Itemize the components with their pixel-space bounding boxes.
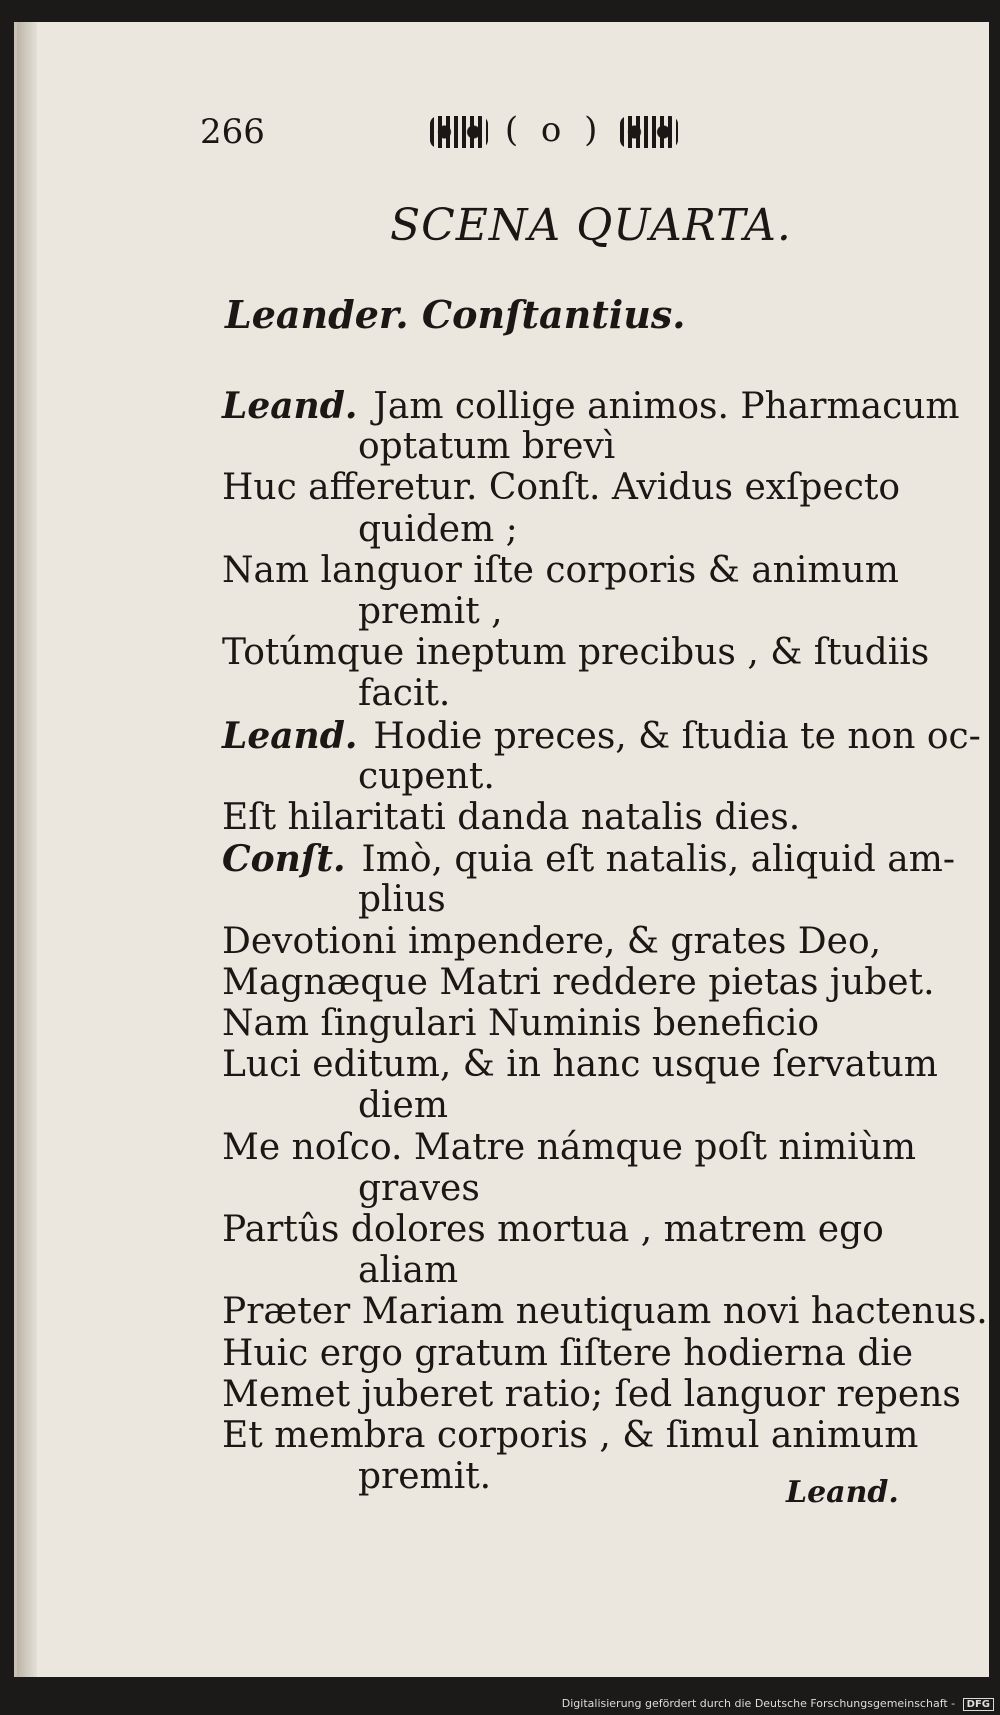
verse-text: Totúmque ineptum precibus , & ſtudiis — [222, 632, 930, 674]
verse-text: Hodie preces, & ſtudia te non oc- — [373, 715, 981, 757]
verse-line — [222, 550, 899, 591]
verse-text: Et membra corporis , & ſimul animum — [222, 1415, 919, 1456]
verse-text: plius — [358, 879, 446, 921]
speaker-label: Leand. — [222, 714, 358, 757]
verse-text: Huic ergo gratum ſiſtere hodierna die — [222, 1332, 914, 1374]
verse-text: premit. — [358, 1456, 492, 1498]
character-list: Leander. Conſtantius. — [225, 292, 686, 337]
digitization-credit — [562, 1697, 994, 1711]
verse-line — [222, 838, 955, 880]
page-gutter — [17, 22, 37, 1677]
verse-text: Nam languor iſte corporis & animum — [222, 549, 899, 591]
verse-text: quidem ; — [358, 508, 518, 550]
catchword: Leand. — [786, 1475, 899, 1510]
verse-text: Imò, quia eſt natalis, aliquid am- — [361, 839, 956, 881]
verse-text: aliam — [358, 1250, 459, 1292]
verse-text: Eſt hilaritati danda natalis dies. — [222, 797, 801, 838]
verse-text: Memet juberet ratio; ſed languor repens — [222, 1373, 961, 1415]
verse-text: Luci editum, & in hanc usque ſervatum — [222, 1044, 938, 1086]
verse-line — [222, 1127, 916, 1168]
verse-text: Devotioni impendere, & grates Deo, — [222, 920, 882, 962]
verse-line — [358, 426, 615, 467]
verse-line — [358, 1250, 458, 1291]
speaker-label: Conſt. — [222, 838, 346, 881]
verse-line — [358, 756, 495, 797]
ornament-center: ( o ) — [504, 110, 604, 150]
verse-line — [222, 632, 929, 673]
verse-line — [222, 797, 800, 838]
verse-text: graves — [358, 1167, 480, 1209]
verse-line — [222, 385, 960, 427]
verse-line — [222, 1333, 913, 1374]
dfg-logo: DFG — [963, 1698, 994, 1711]
verse-line — [222, 1415, 918, 1456]
verse-line — [222, 1044, 938, 1085]
verse-text: Jam collige animos. Pharmacum — [373, 386, 960, 427]
page-number: 266 — [200, 112, 265, 152]
verse-text: diem — [358, 1085, 448, 1127]
verse-text: facit. — [358, 673, 451, 715]
verse-line — [222, 715, 981, 757]
scene-title: SCENA QUARTA. — [390, 200, 792, 251]
verse-text: cupent. — [358, 755, 495, 797]
verse-line — [358, 1456, 491, 1497]
speaker-label: Leand. — [222, 385, 358, 427]
verse-line — [358, 673, 450, 714]
verse-line — [222, 921, 881, 962]
verse-text: Me noſco. Matre námque poſt nimiùm — [222, 1126, 917, 1168]
verse-line — [358, 509, 518, 550]
verse-text: premit , — [358, 591, 503, 632]
verse-line — [222, 962, 935, 1003]
credit-text: Digitalisierung gefördert durch die Deutsche Forschungsgemeinschaft - — [561, 1697, 956, 1710]
verse-line — [358, 591, 503, 632]
verse-line — [222, 1291, 988, 1332]
verse-line — [358, 1085, 448, 1126]
verse-line — [222, 1209, 884, 1250]
verse-line — [358, 1168, 480, 1209]
verse-text: Nam ſingulari Numinis beneficio — [222, 1003, 820, 1044]
verse-line — [222, 1374, 961, 1415]
verse-text: Magnæque Matri reddere pietas jubet. — [222, 961, 935, 1003]
ornament-right-icon — [620, 116, 678, 148]
header-ornament — [430, 110, 678, 150]
verse-line — [358, 879, 446, 920]
verse-text: Huc afferetur. Conſt. Avidus exſpecto — [222, 467, 901, 509]
verse-line — [222, 1003, 819, 1044]
verse-text: optatum brevì — [358, 426, 616, 468]
ornament-left-icon — [430, 116, 488, 148]
verse-text: Præter Mariam neutiquam novi hactenus. — [222, 1291, 988, 1333]
verse-text: Partûs dolores mortua , matrem ego — [222, 1209, 884, 1250]
verse-line — [222, 467, 900, 508]
